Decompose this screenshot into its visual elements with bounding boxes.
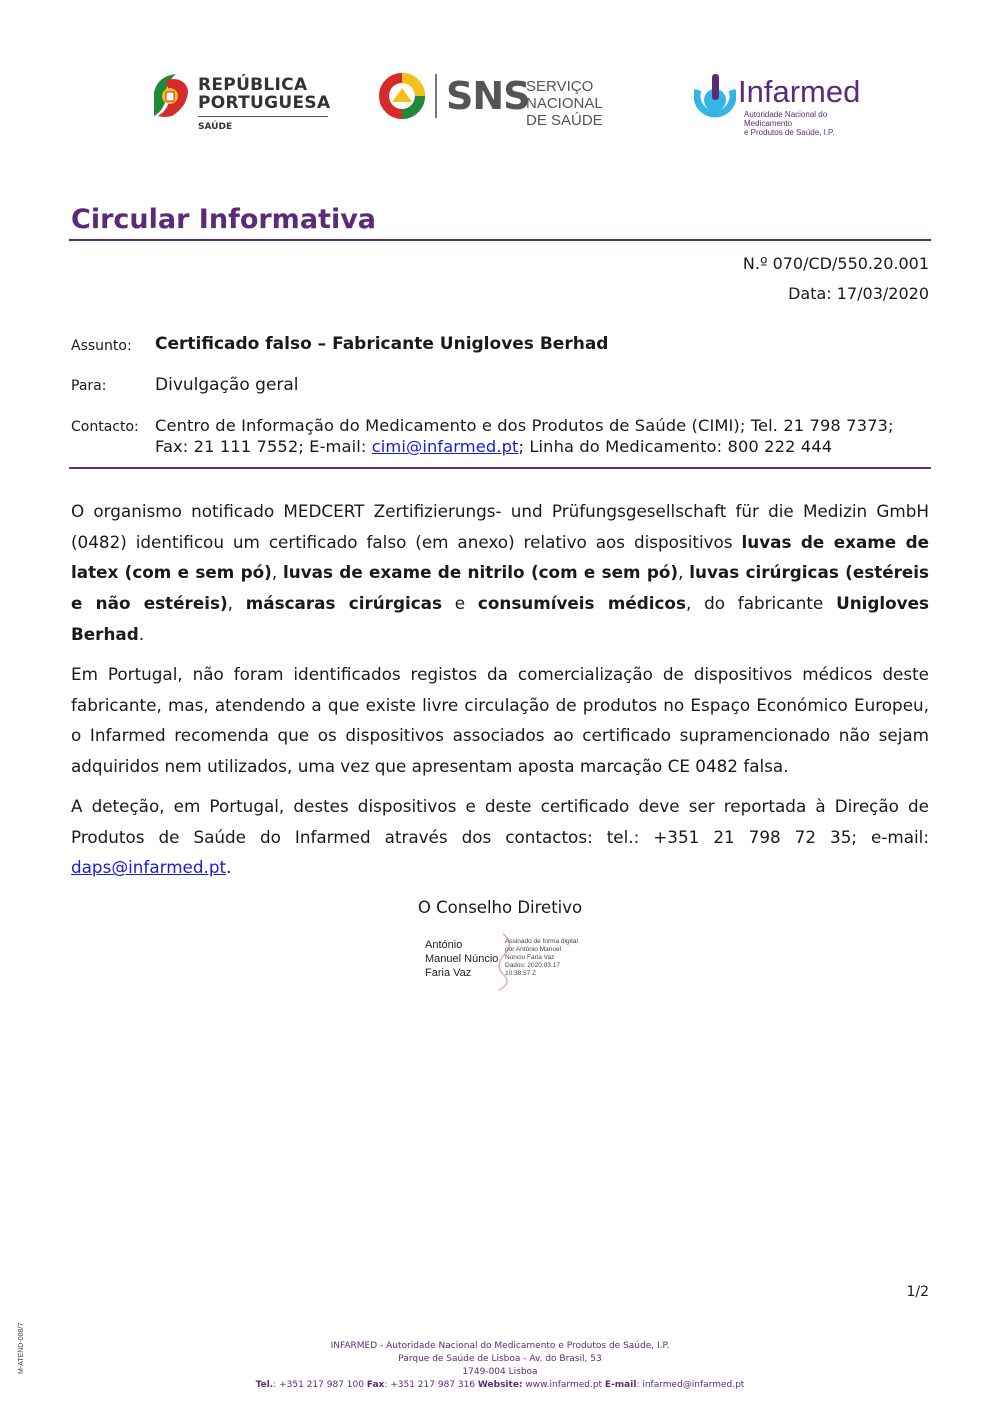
footer-tel-label: Tel. bbox=[255, 1380, 274, 1390]
circular-date: Data: 17/03/2020 bbox=[788, 284, 929, 303]
footer-email-label: E-mail bbox=[604, 1380, 637, 1390]
to-label: Para: bbox=[71, 378, 107, 394]
infarmed-drop-icon bbox=[694, 74, 736, 120]
sns-line2: DE SAÚDE bbox=[526, 112, 603, 129]
signature-info5: 10:38:57 Z bbox=[505, 970, 537, 977]
p3-text: A deteção, em Portugal, destes dispositivos e deste certificado deve ser reportada à Direção de Produtos de Saúde do Infarmed através dos contactos: tel.: +351 21 798 72 35; e-mail: bbox=[71, 796, 929, 847]
signature-info4: Dados: 2020.03.17 bbox=[505, 962, 560, 969]
signer-name-line3: Faria Vaz bbox=[425, 967, 472, 979]
p1-text: O organismo notificado MEDCERT Zertifizierungs- und Prüfungsgesellschaft für die Medizin GmbH (0482) identificou um certificado falso (em anexo) relativo aos dispositivos bbox=[71, 501, 929, 552]
contact-line2 bbox=[155, 436, 931, 457]
republica-line2: PORTUGUESA bbox=[198, 93, 331, 113]
meta-rule bbox=[69, 467, 931, 469]
signer-name-line2: Manuel Núncio bbox=[425, 953, 499, 965]
sns-acronym: SNS bbox=[446, 74, 530, 118]
republica-sub: SAÚDE bbox=[198, 122, 233, 132]
footer-web-label: Website: bbox=[477, 1380, 523, 1390]
page-title: Circular Informativa bbox=[71, 204, 377, 235]
footer-tel: : +351 217 987 100 bbox=[273, 1380, 367, 1390]
subject-value: Certificado falso – Fabricante Unigloves Berhad bbox=[155, 334, 609, 354]
paragraph-3 bbox=[71, 791, 929, 883]
paragraph-1 bbox=[71, 496, 929, 650]
p1-bold-nitrilo: luvas de exame de nitrilo (com e sem pó) bbox=[283, 562, 679, 583]
p1-sep: , bbox=[678, 562, 690, 583]
republica-line1: REPÚBLICA bbox=[198, 75, 308, 95]
sns-ring-icon bbox=[378, 72, 426, 120]
footer-contacts bbox=[0, 1379, 1000, 1392]
signoff: O Conselho Diretivo bbox=[417, 898, 583, 917]
p1-bold-cirurgicas: luvas cirúrgicas (estéreis e não estéreis) bbox=[71, 562, 930, 614]
paragraph-2: Em Portugal, não foram identificados registos da comercialização de dispositivos médicos deste fabricante, mas, atendendo a que existe livre circulação de produtos no Espaço Económico Europeu, o Infarmed recomenda que os dispositivos associados ao certificado supramencionado não sejam adquiridos nem utilizados, uma vez que apresentam aposta marcação CE 0482 falsa. bbox=[71, 664, 929, 777]
circular-number: N.º 070/CD/550.20.001 bbox=[742, 254, 929, 273]
p1-sep: e bbox=[441, 593, 478, 614]
infarmed-logo bbox=[694, 72, 874, 137]
signer-name-line1: António bbox=[425, 939, 463, 951]
sns-divider bbox=[435, 74, 437, 118]
p1-sep: , bbox=[227, 593, 246, 614]
page-number: 1/2 bbox=[906, 1284, 929, 1300]
footer-line2: Parque de Saúde de Lisboa - Av. do Brasil, 53 bbox=[398, 1354, 602, 1364]
contact-email-link[interactable]: cimi@infarmed.pt bbox=[371, 437, 519, 456]
sns-logo bbox=[378, 72, 658, 129]
infarmed-sub2: e Produtos de Saúde, I.P. bbox=[744, 128, 835, 137]
contact-value bbox=[155, 415, 931, 457]
contact-rest: ; Linha do Medicamento: 800 222 444 bbox=[518, 437, 833, 456]
form-code: M-ATEND-008/7 bbox=[18, 1322, 25, 1374]
subject-label: Assunto: bbox=[71, 338, 132, 354]
to-value: Divulgação geral bbox=[155, 375, 299, 395]
title-rule bbox=[69, 239, 931, 241]
footer-line3: 1749-004 Lisboa bbox=[462, 1367, 538, 1377]
p3-end: . bbox=[226, 857, 232, 878]
footer-fax: : +351 217 987 316 bbox=[384, 1380, 478, 1390]
daps-email-link[interactable]: daps@infarmed.pt bbox=[71, 857, 227, 878]
footer-email: : infarmed@infarmed.pt bbox=[636, 1380, 745, 1390]
contact-label: Contacto: bbox=[71, 419, 139, 435]
digital-signature bbox=[425, 932, 595, 992]
p1-sep: , bbox=[271, 562, 283, 583]
sns-line1: SERVIÇO NACIONAL bbox=[526, 78, 603, 112]
footer-fax-label: Fax bbox=[366, 1380, 385, 1390]
signature-info1: Assinado de forma digital bbox=[505, 938, 578, 945]
republica-portuguesa-logo bbox=[150, 72, 340, 136]
footer-line1: INFARMED - Autoridade Nacional do Medicamento e Produtos de Saúde, I.P. bbox=[330, 1341, 670, 1351]
p1-bold-mascaras: máscaras cirúrgicas bbox=[245, 593, 442, 614]
p1-bold-consumiveis: consumíveis médicos bbox=[477, 593, 686, 614]
infarmed-name: Infarmed bbox=[738, 74, 861, 109]
contact-fax: Fax: 21 111 7552; E-mail: bbox=[155, 437, 372, 456]
signature-info3: Núncio Faria Vaz bbox=[505, 954, 555, 961]
infarmed-sub1: Autoridade Nacional do Medicamento bbox=[744, 110, 828, 128]
p1-bold-latex: luvas de exame de latex (com e sem pó) bbox=[71, 531, 929, 583]
footer-website: www.infarmed.pt bbox=[522, 1380, 605, 1390]
portugal-emblem-icon bbox=[150, 72, 190, 118]
contact-line1: Centro de Informação do Medicamento e dos Produtos de Saúde (CIMI); Tel. 21 798 7373; bbox=[155, 416, 894, 435]
p1-bold-fabricante: Unigloves Berhad bbox=[71, 593, 929, 644]
republica-divider bbox=[198, 116, 328, 117]
p1-text: , do fabricante bbox=[685, 593, 837, 614]
p1-end: . bbox=[138, 623, 145, 644]
signature-info2: por António Manuel bbox=[505, 946, 562, 953]
